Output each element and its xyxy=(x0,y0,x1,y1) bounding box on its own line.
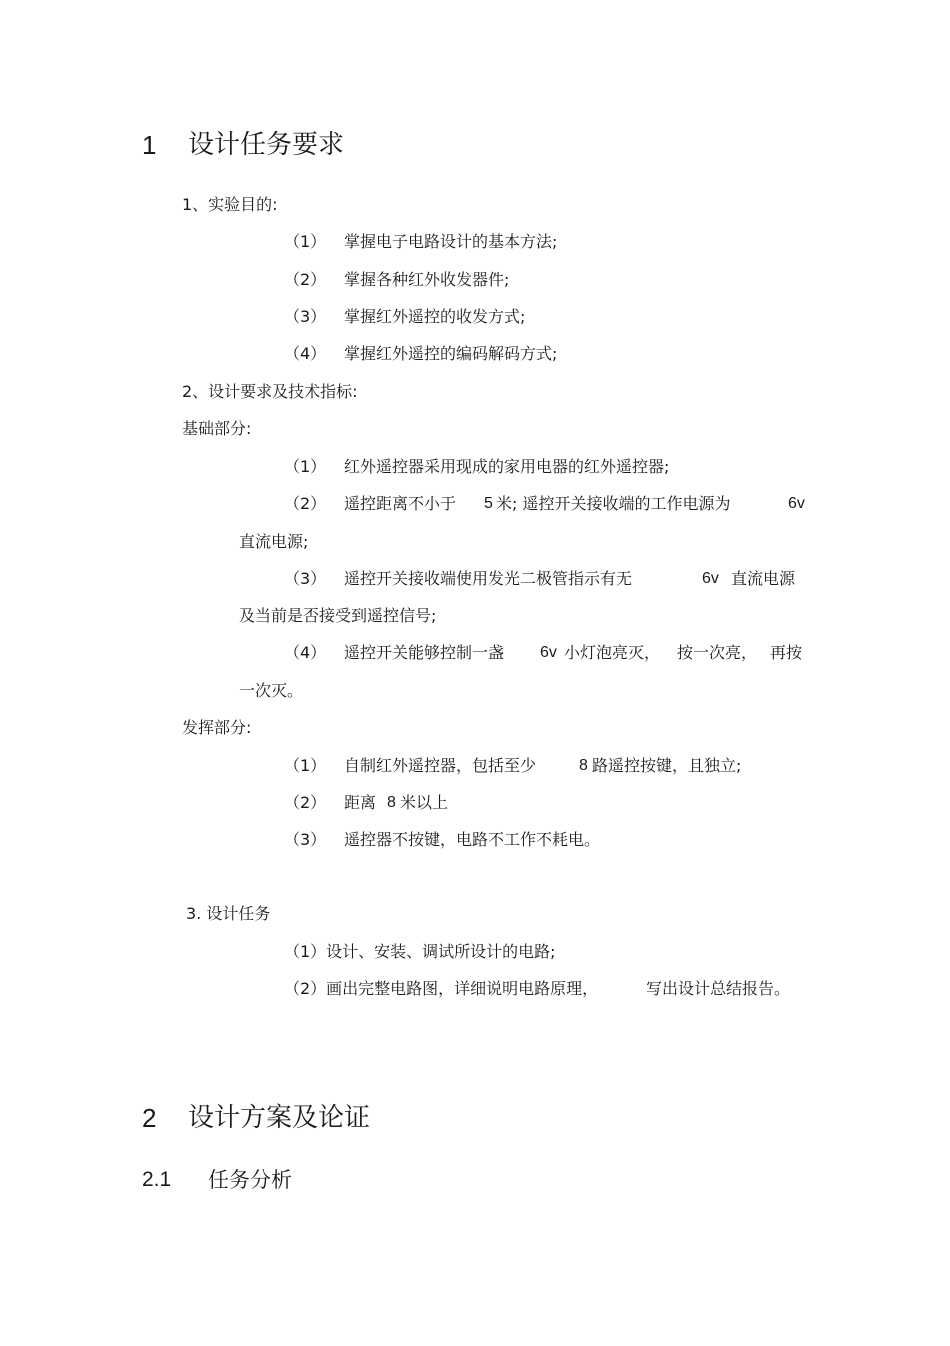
extended-item-1-text-b: 路遥控按键，且独立; xyxy=(592,756,742,775)
basic-item-4-text-a: 遥控开关能够控制一盏 xyxy=(344,643,505,662)
purpose-item-4-num: （4） xyxy=(284,344,327,363)
section-2-title: 设计方案及论证 xyxy=(188,1103,371,1133)
extended-item-2-text-a: 距离 xyxy=(344,793,377,812)
basic-item-2-value-2: 6v xyxy=(788,495,805,512)
extended-item-3-num: （3） xyxy=(284,830,327,849)
purpose-item-1-num: （1） xyxy=(284,232,327,251)
basic-item-4-num: （4） xyxy=(284,643,327,662)
task-item-2-text-a: （2）画出完整电路图，详细说明电路原理， xyxy=(284,979,599,998)
basic-part-heading: 基础部分: xyxy=(182,419,252,438)
extended-item-2-text-b: 米以上 xyxy=(400,793,449,812)
section-2-number: 2 xyxy=(142,1103,157,1133)
basic-item-4-text-c: 按一次亮， xyxy=(677,643,758,662)
purpose-item-3-num: （3） xyxy=(284,307,327,326)
basic-item-3-continuation: 及当前是否接受到遥控信号; xyxy=(239,606,437,625)
purpose-item-3-text: 掌握红外遥控的收发方式; xyxy=(344,307,526,326)
basic-item-3-text-b: 直流电源 xyxy=(731,569,796,588)
section-1-title: 设计任务要求 xyxy=(188,130,345,160)
section-1-number: 1 xyxy=(142,130,157,160)
basic-item-4-text-b: 小灯泡亮灭， xyxy=(564,643,661,662)
purpose-item-1-text: 掌握电子电路设计的基本方法; xyxy=(344,232,558,251)
extended-item-2-value-1: 8 xyxy=(387,794,396,811)
basic-item-3-text-a: 遥控开关接收端使用发光二极管指示有无 xyxy=(344,569,633,588)
purpose-heading: 1、实验目的: xyxy=(182,195,278,214)
basic-item-2-value-1: 5 xyxy=(484,495,493,512)
extended-item-2-num: （2） xyxy=(284,793,327,812)
extended-item-1-num: （1） xyxy=(284,756,327,775)
subsection-2-1-number: 2.1 xyxy=(142,1168,172,1191)
extended-item-1-text-a: 自制红外遥控器，包括至少 xyxy=(344,756,537,775)
task-item-1: （1）设计、安装、调试所设计的电路; xyxy=(284,942,556,961)
requirements-heading: 2、设计要求及技术指标: xyxy=(182,382,358,401)
extended-part-heading: 发挥部分: xyxy=(182,718,252,737)
subsection-2-1-title: 任务分析 xyxy=(208,1168,292,1192)
purpose-item-2-text: 掌握各种红外收发器件; xyxy=(344,270,510,289)
basic-item-2-num: （2） xyxy=(284,494,327,513)
basic-item-4-value-1: 6v xyxy=(540,644,557,661)
purpose-item-2-num: （2） xyxy=(284,270,327,289)
extended-item-3-text: 遥控器不按键，电路不工作不耗电。 xyxy=(344,830,601,849)
task-heading: 3. 设计任务 xyxy=(186,904,271,923)
extended-item-1-value-1: 8 xyxy=(579,757,588,774)
basic-item-2-text-b: 米; 遥控开关接收端的工作电源为 xyxy=(496,494,731,513)
basic-item-2-continuation: 直流电源; xyxy=(239,532,309,551)
basic-item-1-num: （1） xyxy=(284,457,327,476)
basic-item-2-text-a: 遥控距离不小于 xyxy=(344,494,457,513)
basic-item-4-text-d: 再按 xyxy=(770,643,803,662)
basic-item-4-continuation: 一次灭。 xyxy=(239,681,304,700)
basic-item-3-value-1: 6v xyxy=(702,570,719,587)
purpose-item-4-text: 掌握红外遥控的编码解码方式; xyxy=(344,344,558,363)
basic-item-3-num: （3） xyxy=(284,569,327,588)
task-item-2-text-b: 写出设计总结报告。 xyxy=(646,979,791,998)
basic-item-1-text: 红外遥控器采用现成的家用电器的红外遥控器; xyxy=(344,457,670,476)
